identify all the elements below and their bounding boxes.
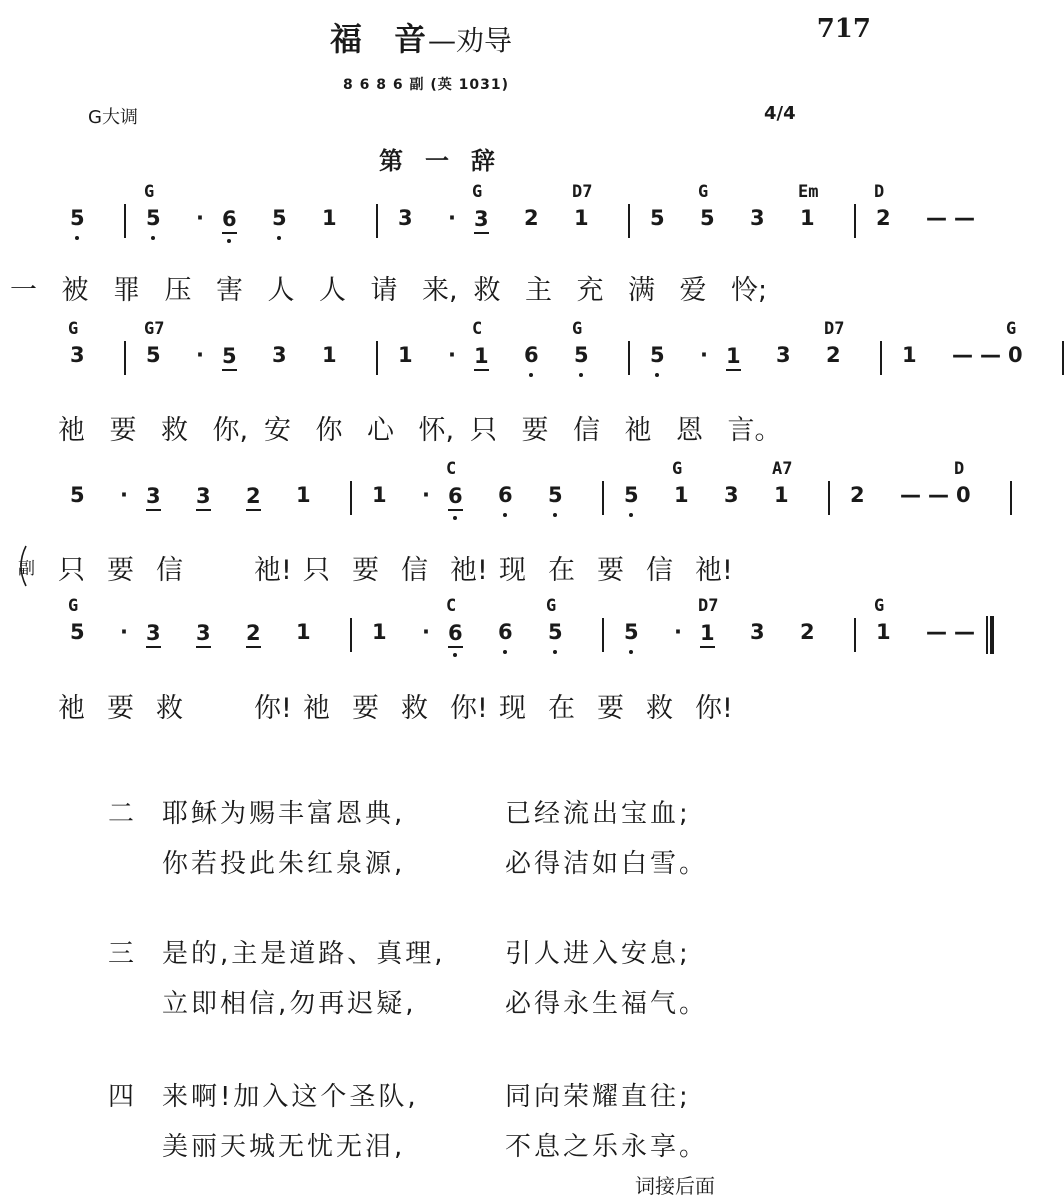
- note: 3: [196, 483, 211, 511]
- chord-symbol: G: [68, 319, 79, 339]
- low-octave-dot: [655, 373, 659, 377]
- lyric-syllable: 你!: [254, 693, 292, 724]
- note: 5: [650, 206, 665, 230]
- stanza-number: 三: [108, 939, 138, 969]
- stanza-line: 不息之乐永享。: [505, 1132, 709, 1162]
- note: 1: [372, 620, 387, 644]
- low-octave-dot: [75, 236, 79, 240]
- low-octave-dot: [453, 516, 457, 520]
- note: 1: [700, 620, 715, 648]
- note: 6: [448, 483, 463, 511]
- note: 1: [372, 483, 387, 507]
- note: 3: [750, 620, 765, 644]
- lyric-syllable: 祂!: [254, 555, 292, 586]
- barline: [854, 204, 856, 238]
- note: 5: [70, 620, 85, 644]
- lyric-syllable: 你!: [450, 693, 488, 724]
- barline: [376, 204, 378, 238]
- lyric-syllable: 祂: [58, 415, 85, 446]
- note: 3: [750, 206, 765, 230]
- low-octave-dot: [151, 236, 155, 240]
- note: 5: [70, 206, 85, 230]
- barline: [1010, 481, 1012, 515]
- augmentation-dot: ·: [422, 620, 430, 644]
- lyric-syllable: 要: [107, 693, 134, 724]
- barline: [602, 481, 604, 515]
- lyric-syllable: 救: [161, 415, 188, 446]
- lyric-syllable: 在: [548, 693, 575, 724]
- dash-extension: —: [954, 206, 975, 230]
- barline: [350, 618, 352, 652]
- barline: [350, 481, 352, 515]
- note: 1: [726, 343, 741, 371]
- note: 3: [776, 343, 791, 367]
- barline: [828, 481, 830, 515]
- note: 5: [624, 620, 639, 644]
- barline: [124, 341, 126, 375]
- low-octave-dot: [629, 513, 633, 517]
- stanza-line: 引人进入安息;: [505, 939, 691, 969]
- lyric-syllable: 心: [367, 415, 394, 446]
- page-number: 717: [816, 14, 871, 44]
- note: 5: [548, 483, 563, 507]
- note: 0: [956, 483, 971, 507]
- low-octave-dot: [503, 513, 507, 517]
- verse-title-char: 一: [425, 147, 449, 175]
- barline: [854, 618, 856, 652]
- lyric-syllable: 主: [525, 275, 552, 306]
- lyric-syllable: 救: [156, 693, 183, 724]
- note: 1: [474, 343, 489, 371]
- note: 5: [548, 620, 563, 644]
- note: 1: [574, 206, 589, 230]
- barline: [628, 204, 630, 238]
- dash-extension: —: [952, 343, 973, 367]
- lyric-syllable: 祂!: [695, 555, 733, 586]
- lyric-syllable: 只: [58, 555, 85, 586]
- note: 6: [222, 206, 237, 234]
- stanza-line: 来啊!加入这个圣队,: [162, 1082, 419, 1112]
- lyric-syllable: 救: [401, 693, 428, 724]
- note: 6: [524, 343, 539, 367]
- lyric-syllable: 你!: [695, 693, 733, 724]
- lyric-syllable: 救: [473, 275, 501, 306]
- note: 1: [322, 343, 337, 367]
- note: 1: [296, 620, 311, 644]
- note: 3: [398, 206, 413, 230]
- chord-symbol: G: [144, 182, 155, 202]
- chord-symbol: G: [68, 596, 79, 616]
- low-octave-dot: [579, 373, 583, 377]
- lyric-syllable: 要: [352, 693, 379, 724]
- lyric-syllable: 爱: [679, 275, 707, 306]
- stanza-number: 二: [108, 799, 138, 829]
- note: 2: [850, 483, 865, 507]
- lyric-syllable: 信: [401, 555, 428, 586]
- note: 5: [146, 206, 161, 230]
- note: 2: [246, 483, 261, 511]
- chord-symbol: G: [874, 596, 885, 616]
- note: 6: [498, 483, 513, 507]
- note: 6: [448, 620, 463, 648]
- lyric-syllable: 祂: [303, 693, 330, 724]
- lyric-syllable: 现: [499, 555, 526, 586]
- stanza-line: 是的,主是道路、真理,: [162, 939, 446, 969]
- lyric-syllable: 来,: [422, 275, 458, 306]
- augmentation-dot: ·: [700, 343, 708, 367]
- chord-symbol: G: [1006, 319, 1017, 339]
- chord-symbol: C: [446, 596, 457, 616]
- chord-symbol: C: [472, 319, 483, 339]
- title-char-2: 音: [394, 20, 429, 58]
- note: 2: [826, 343, 841, 367]
- lyric-syllable: 怀,: [418, 415, 455, 446]
- lyric-syllable: 一: [10, 275, 37, 306]
- chord-symbol: G7: [144, 319, 165, 339]
- note: 2: [876, 206, 891, 230]
- note: 5: [222, 343, 237, 371]
- note: 2: [800, 620, 815, 644]
- lyric-syllable: 充: [576, 275, 604, 306]
- note: 2: [524, 206, 539, 230]
- augmentation-dot: ·: [448, 206, 456, 230]
- chord-symbol: G: [672, 459, 683, 479]
- lyric-syllable: 信: [156, 555, 183, 586]
- time-signature: 4/4: [764, 103, 796, 124]
- note: 1: [398, 343, 413, 367]
- stanza-line: 耶稣为赐丰富恩典,: [162, 799, 406, 829]
- note: 1: [674, 483, 689, 507]
- final-barline: [986, 616, 994, 654]
- lyric-syllable: 要: [597, 555, 624, 586]
- lyric-syllable: 被: [61, 275, 89, 306]
- lyric-syllable: 要: [521, 415, 549, 446]
- verse-title-char: 辞: [471, 147, 495, 175]
- chord-symbol: D7: [824, 319, 845, 339]
- dash-extension: —: [926, 206, 947, 230]
- note: 5: [574, 343, 589, 367]
- barline: [880, 341, 882, 375]
- note: 5: [700, 206, 715, 230]
- lyric-syllable: 安: [264, 415, 291, 446]
- lyric-syllable: 祂: [58, 693, 85, 724]
- continued-note: 词接后面: [635, 1174, 715, 1198]
- augmentation-dot: ·: [674, 620, 682, 644]
- lyric-syllable: 请: [370, 275, 398, 306]
- chord-symbol: D7: [698, 596, 719, 616]
- lyric-syllable: 恩: [676, 415, 703, 446]
- barline: [628, 341, 630, 375]
- barline: [376, 341, 378, 375]
- chord-symbol: D: [874, 182, 885, 202]
- lyric-syllable: 只: [470, 415, 497, 446]
- note: 1: [322, 206, 337, 230]
- augmentation-dot: ·: [448, 343, 456, 367]
- dash-extension: —: [900, 483, 921, 507]
- stanza-line: 你若投此朱红泉源,: [162, 849, 406, 879]
- note: 1: [876, 620, 891, 644]
- stanza-line: 美丽天城无忧无泪,: [162, 1132, 406, 1162]
- lyric-syllable: 只: [303, 555, 330, 586]
- note: 3: [146, 620, 161, 648]
- dash-extension: —: [980, 343, 1001, 367]
- note: 1: [296, 483, 311, 507]
- stanza-number: 四: [108, 1082, 138, 1112]
- lyric-syllable: 满: [628, 275, 655, 306]
- low-octave-dot: [529, 373, 533, 377]
- lyric-syllable: 压: [164, 275, 192, 306]
- lyric-syllable: 言。: [727, 415, 782, 446]
- note: 5: [650, 343, 665, 367]
- dash-extension: —: [954, 620, 975, 644]
- lyric-syllable: 罪: [113, 275, 140, 306]
- lyric-syllable: 祂: [624, 415, 652, 446]
- note: 5: [272, 206, 287, 230]
- stanza-line: 已经流出宝血;: [505, 799, 691, 829]
- note: 3: [146, 483, 161, 511]
- meter-line: 8 6 8 6 副 (英 1031): [343, 77, 509, 93]
- verse-title-char: 第: [379, 147, 403, 175]
- augmentation-dot: ·: [422, 483, 430, 507]
- lyric-syllable: 信: [573, 415, 600, 446]
- lyric-syllable: 你: [315, 415, 343, 446]
- chord-symbol: G: [572, 319, 583, 339]
- lyric-syllable: 怜;: [731, 275, 768, 306]
- note: 3: [474, 206, 489, 234]
- note: 6: [498, 620, 513, 644]
- chord-symbol: G: [472, 182, 483, 202]
- note: 5: [624, 483, 639, 507]
- lyric-syllable: 人: [267, 275, 295, 306]
- note: 1: [902, 343, 917, 367]
- chord-symbol: Em: [798, 182, 819, 202]
- note: 3: [70, 343, 85, 367]
- lyric-syllable: 现: [499, 693, 526, 724]
- low-octave-dot: [227, 239, 231, 243]
- chord-symbol: G: [546, 596, 557, 616]
- stanza-line: 必得永生福气。: [505, 989, 709, 1019]
- low-octave-dot: [453, 653, 457, 657]
- refrain-label: 副: [18, 559, 35, 579]
- key-signature: G大调: [88, 107, 138, 128]
- chord-symbol: D: [954, 459, 965, 479]
- lyric-syllable: 要: [107, 555, 134, 586]
- lyric-syllable: 救: [646, 693, 673, 724]
- augmentation-dot: ·: [120, 483, 128, 507]
- low-octave-dot: [629, 650, 633, 654]
- barline: [124, 204, 126, 238]
- lyric-syllable: 在: [548, 555, 575, 586]
- chord-symbol: C: [446, 459, 457, 479]
- augmentation-dot: ·: [196, 343, 204, 367]
- low-octave-dot: [503, 650, 507, 654]
- lyric-syllable: 你,: [212, 415, 249, 446]
- augmentation-dot: ·: [120, 620, 128, 644]
- lyric-syllable: 人: [319, 275, 346, 306]
- lyric-syllable: 祂!: [450, 555, 488, 586]
- chord-symbol: G: [698, 182, 709, 202]
- note: 0: [1008, 343, 1023, 367]
- lyric-syllable: 要: [597, 693, 624, 724]
- note: 3: [272, 343, 287, 367]
- low-octave-dot: [277, 236, 281, 240]
- title-subtitle: —劝导: [428, 24, 513, 57]
- stanza-line: 必得洁如白雪。: [505, 849, 709, 879]
- chord-symbol: D7: [572, 182, 593, 202]
- augmentation-dot: ·: [196, 206, 204, 230]
- lyric-syllable: 信: [646, 555, 673, 586]
- low-octave-dot: [553, 650, 557, 654]
- stanza-line: 同向荣耀直往;: [505, 1082, 691, 1112]
- note: 1: [774, 483, 789, 507]
- dash-extension: —: [926, 620, 947, 644]
- low-octave-dot: [553, 513, 557, 517]
- barline: [602, 618, 604, 652]
- note: 3: [724, 483, 739, 507]
- note: 3: [196, 620, 211, 648]
- note: 5: [70, 483, 85, 507]
- lyric-syllable: 要: [109, 415, 137, 446]
- title-char-1: 福: [330, 20, 365, 58]
- note: 1: [800, 206, 815, 230]
- note: 5: [146, 343, 161, 367]
- chord-symbol: A7: [772, 459, 793, 479]
- refrain-marker: [14, 544, 36, 588]
- dash-extension: —: [928, 483, 949, 507]
- lyric-syllable: 要: [352, 555, 379, 586]
- stanza-line: 立即相信,勿再迟疑,: [162, 989, 417, 1019]
- note: 2: [246, 620, 261, 648]
- lyric-syllable: 害: [216, 275, 243, 306]
